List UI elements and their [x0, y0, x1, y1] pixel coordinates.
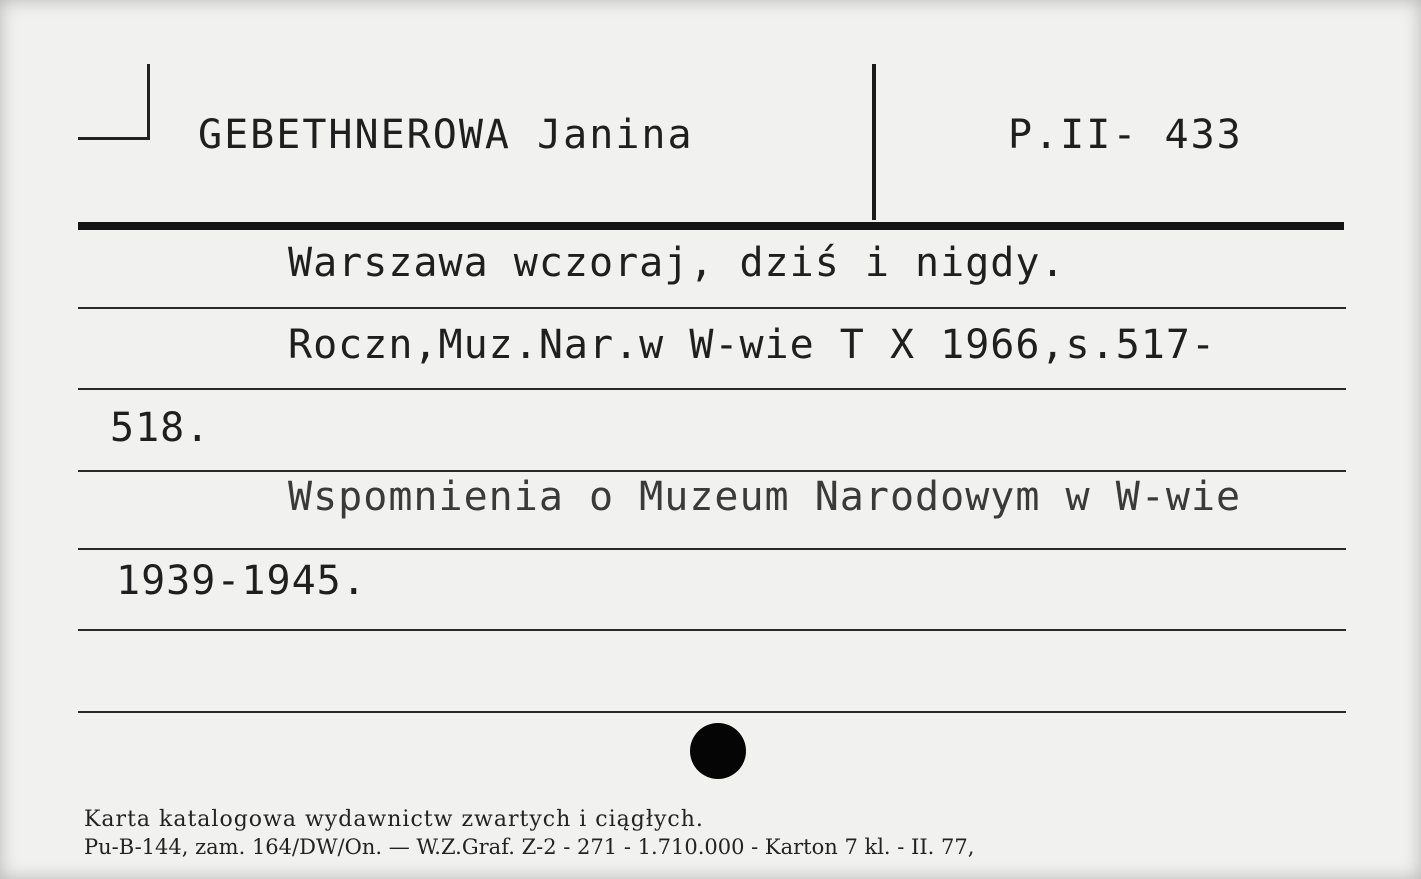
- corner-bracket-mark: [78, 64, 150, 140]
- call-number: P.II- 433: [1008, 112, 1243, 158]
- header-rule: [78, 222, 1344, 230]
- ruled-line: [78, 711, 1346, 713]
- ruled-line: [78, 629, 1346, 631]
- printed-footer-line1: Karta katalogowa wydawnictw zwartych i ciągłych.: [84, 807, 704, 832]
- ruled-line: [78, 470, 1346, 472]
- ruled-line: [78, 548, 1346, 550]
- title-line: Warszawa wczoraj, dziś i nigdy.: [288, 240, 1066, 286]
- note-line: Wspomnienia o Muzeum Narodowym w W-wie: [288, 474, 1242, 520]
- punch-hole: [690, 723, 746, 779]
- header-divider: [872, 64, 876, 220]
- note-line-continued: 1939-1945.: [116, 558, 367, 604]
- ruled-line: [78, 307, 1346, 309]
- ruled-line: [78, 388, 1346, 390]
- source-line-continued: 518.: [110, 405, 211, 451]
- printed-footer-line2: Pu-B-144, zam. 164/DW/On. — W.Z.Graf. Z-2 - 271 - 1.710.000 - Karton 7 kl. - II. 77,: [84, 835, 975, 859]
- author-name: GEBETHNEROWA Janina: [198, 112, 694, 158]
- source-line: Roczn,Muz.Nar.w W-wie T X 1966,s.517-: [288, 322, 1217, 368]
